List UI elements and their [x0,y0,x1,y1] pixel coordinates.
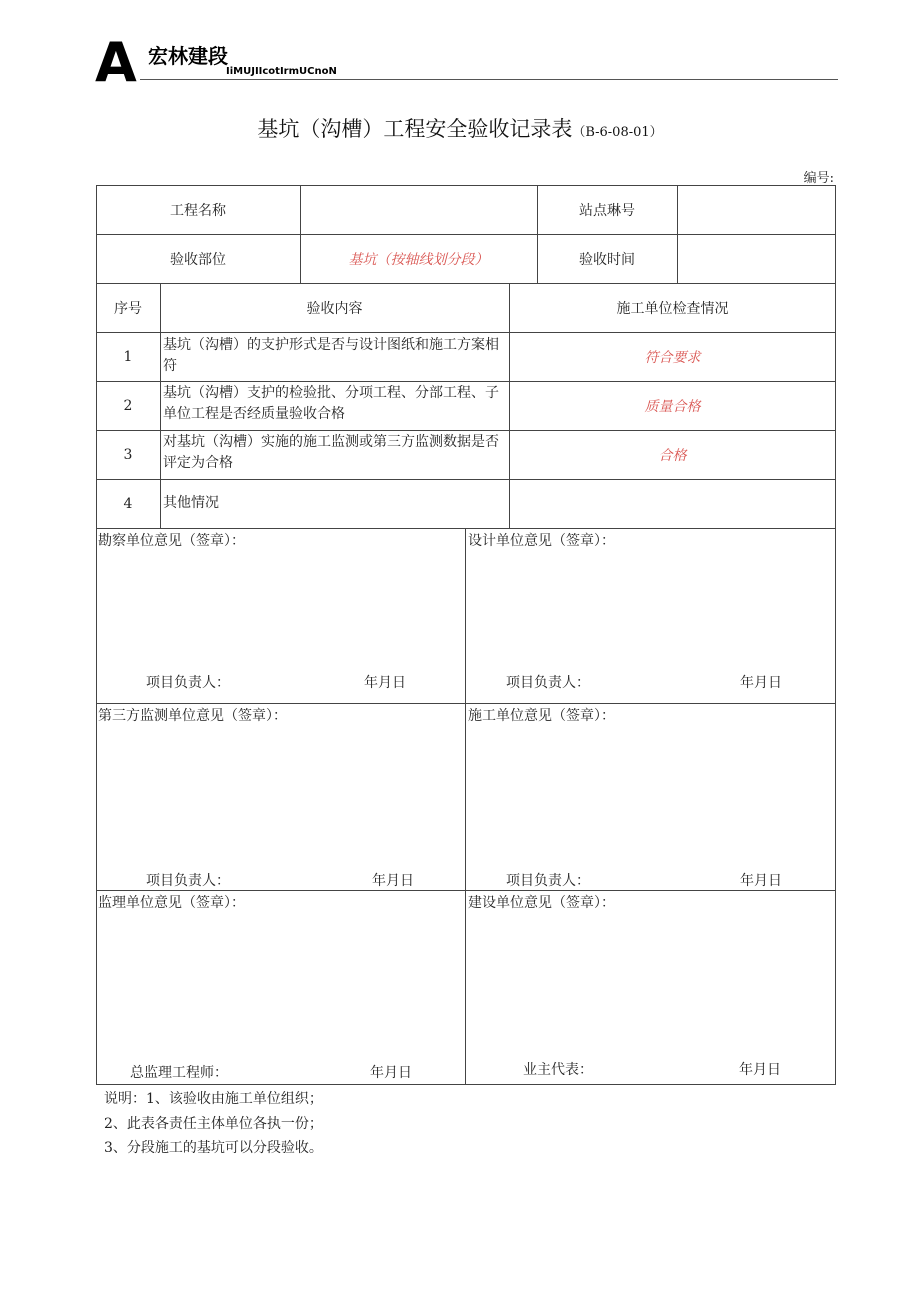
row-number: 3 [123,446,133,463]
owner-signer-label: 业主代表： [523,1062,593,1078]
document-title [0,113,920,143]
row-number: 1 [123,348,133,365]
survey-opinion-label: 勘察单位意见（签章）： [98,533,245,549]
supervision-signer-label: 总监理工程师： [130,1065,228,1081]
acceptance-time-field[interactable] [677,234,836,283]
row-check-result[interactable]: 符合要求 [644,349,701,366]
owner-opinion-label: 建设单位意见（签章）： [468,895,615,911]
acceptance-time-label: 验收时间 [579,251,635,268]
owner-date-label: 年月日 [739,1062,781,1078]
row-content: 基坑（沟槽）的支护形式是否与设计图纸和施工方案相符 [163,337,499,374]
row-check-result[interactable]: 质量合格 [644,398,701,415]
supervision-opinion-label: 监理单位意见（签章）： [98,895,245,911]
note-line: 3、分段施工的基坑可以分段验收。 [104,1140,323,1156]
construction-date-label: 年月日 [740,873,782,889]
row-content: 其他情况 [163,495,219,511]
third-party-opinion-label: 第三方监测单位意见（签章）： [98,708,287,724]
row-number: 4 [123,495,133,512]
design-signer-label: 项目负责人： [506,675,590,691]
note-line: 说明：1、该验收由施工单位组织； [104,1091,323,1107]
third-party-date-label: 年月日 [372,873,414,889]
row-number: 2 [123,397,133,414]
row-check-result[interactable]: 合格 [658,447,687,464]
station-number-field[interactable] [677,185,836,234]
company-name-cn: 宏林建段 [148,44,228,68]
construction-opinion-label: 施工单位意见（签章）： [468,708,615,724]
header-divider [140,79,838,80]
design-date-label: 年月日 [740,675,782,691]
project-name-field[interactable] [300,185,537,234]
title-main: 基坑（沟槽）工程安全验收记录表 [257,117,573,141]
row-content: 对基坑（沟槽）实施的施工监测或第三方监测数据是否评定为合格 [163,434,499,471]
row-divider [96,528,836,529]
design-opinion-label: 设计单位意见（签章）： [468,533,615,549]
survey-date-label: 年月日 [364,675,406,691]
row-divider [96,890,836,891]
column-header-check: 施工单位检查情况 [616,300,729,317]
company-logo-letter: A [95,31,137,94]
row-content: 基坑（沟槽）支护的检验批、分项工程、分部工程、子单位工程是否经质量验收合格 [163,385,499,422]
row-divider [96,703,836,704]
third-party-signer-label: 项目负责人： [146,873,230,889]
company-name-en: IiMUJIIcotIrmUCnoN [226,66,337,77]
project-name-label: 工程名称 [170,202,226,219]
survey-signer-label: 项目负责人： [146,675,230,691]
row-check-result[interactable] [509,479,836,528]
construction-signer-label: 项目负责人： [506,873,590,889]
supervision-date-label: 年月日 [370,1065,412,1081]
column-header-number: 序号 [114,300,142,317]
column-header-content: 验收内容 [306,300,363,317]
note-line: 2、此表各责任主体单位各执一份； [104,1116,323,1132]
col-divider [465,528,466,1085]
acceptance-part-field[interactable]: 基坑（按轴线划分段） [348,251,489,268]
serial-number-label: 编号: [803,171,834,186]
station-number-label: 站点琳号 [579,202,635,219]
acceptance-part-label: 验收部位 [170,251,226,268]
title-code: （B-6-08-01） [572,125,663,140]
